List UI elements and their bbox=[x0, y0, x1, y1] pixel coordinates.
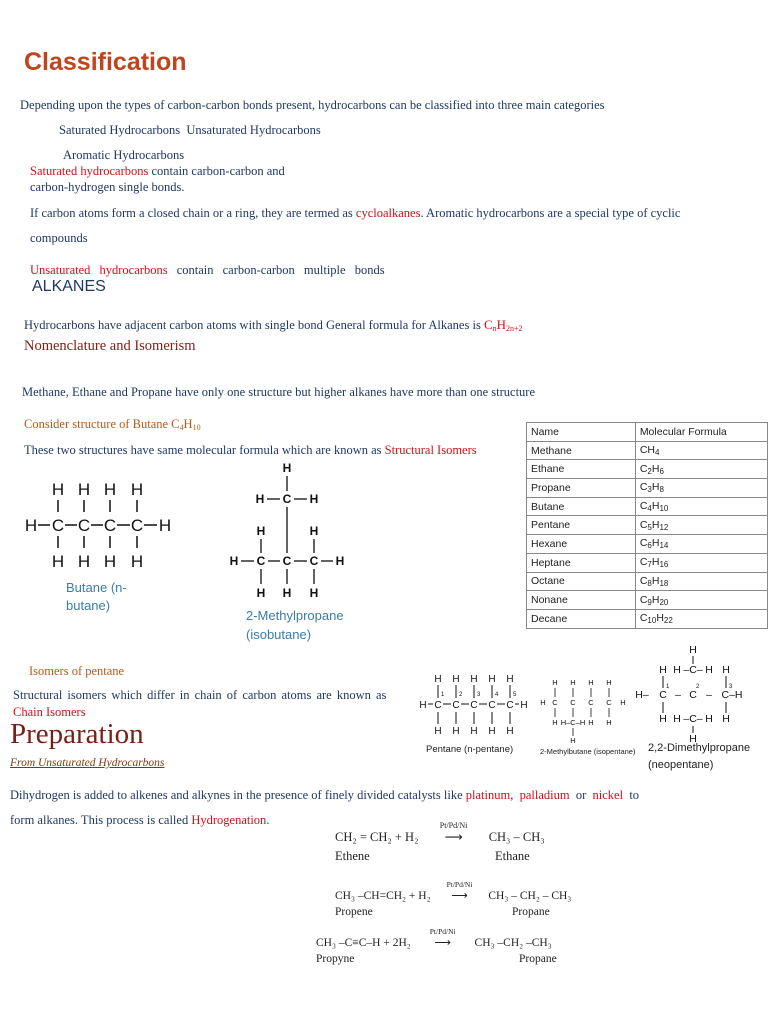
general-formula: $C_nH_{2n+2}$ bbox=[483, 317, 523, 333]
alkane-name: Ethane bbox=[527, 460, 636, 479]
table-row bbox=[527, 497, 768, 516]
cycloalkanes-line bbox=[30, 206, 680, 221]
reaction-arrow: Pt/Pd/Ni ⟶ bbox=[446, 880, 473, 902]
svg-text:2: 2 bbox=[459, 692, 463, 698]
svg-text:H: H bbox=[103, 480, 117, 499]
svg-text:5: 5 bbox=[513, 692, 517, 698]
saturated-term: Saturated hydrocarbons bbox=[30, 164, 149, 178]
svg-text:H: H bbox=[434, 726, 442, 737]
butane-consider-line: Consider structure of Butane $C_4H_{10}$ bbox=[24, 417, 201, 432]
svg-text:H: H bbox=[620, 698, 626, 707]
hydrogenation-line2: form alkanes. This process is called Hydrogenation. bbox=[10, 813, 270, 827]
table-row bbox=[527, 516, 768, 535]
svg-text:–C–: –C– bbox=[683, 713, 703, 725]
alkane-name: Butane bbox=[527, 497, 636, 516]
svg-text:C: C bbox=[282, 492, 292, 506]
svg-text:H: H bbox=[705, 664, 713, 676]
svg-text:C: C bbox=[256, 554, 266, 568]
svg-text:H: H bbox=[256, 586, 266, 600]
n-pentane-label: Pentane (n-pentane) bbox=[426, 744, 514, 755]
svg-text:C: C bbox=[470, 700, 478, 711]
propyne-label: Propyne bbox=[316, 953, 355, 965]
svg-text:H: H bbox=[309, 586, 319, 600]
structural-pre: These two structures have same molecular formula which are known as bbox=[24, 443, 385, 457]
svg-text:H: H bbox=[488, 726, 496, 737]
svg-text:C: C bbox=[452, 700, 460, 711]
section-title-classification: Classification bbox=[24, 48, 187, 76]
svg-text:H: H bbox=[130, 552, 144, 571]
svg-text:C: C bbox=[659, 689, 667, 701]
svg-text:H: H bbox=[77, 552, 91, 571]
svg-text:H: H bbox=[552, 718, 558, 727]
unsaturated-definition bbox=[30, 263, 385, 278]
table-row bbox=[527, 460, 768, 479]
saturated-rest: contain carbon-carbon and bbox=[148, 164, 285, 178]
svg-text:H: H bbox=[673, 713, 681, 725]
svg-text:1: 1 bbox=[666, 684, 670, 690]
category-aromatic: Aromatic Hydrocarbons bbox=[63, 148, 185, 162]
svg-text:H–C–H: H–C–H bbox=[560, 718, 586, 727]
cyclo-term: cycloalkanes bbox=[355, 206, 421, 220]
svg-text:H: H bbox=[335, 554, 345, 568]
alkane-name: Octane bbox=[527, 572, 636, 591]
category-saturated: Saturated Hydrocarbons bbox=[59, 123, 181, 137]
svg-text:H: H bbox=[51, 552, 65, 571]
svg-text:H: H bbox=[606, 718, 612, 727]
chain-isomers-line: Structural isomers which differ in chain of carbon atoms are known as bbox=[13, 688, 387, 702]
svg-text:H–: H– bbox=[635, 689, 649, 701]
svg-text:H: H bbox=[282, 461, 292, 475]
reaction-arrow: Pt/Pd/Ni ⟶ bbox=[429, 927, 456, 949]
table-header-name: Name bbox=[527, 423, 636, 442]
svg-text:H: H bbox=[158, 516, 172, 535]
n-pentane-structure bbox=[418, 672, 534, 744]
cyclo-post: . Aromatic hydrocarbons are a special type of cyclic bbox=[420, 206, 681, 220]
alkane-formula: $C_7H_{16}$ bbox=[635, 553, 767, 572]
cycloalkanes-line2: compounds bbox=[30, 231, 88, 245]
alkane-formula: $C_5H_{12}$ bbox=[635, 516, 767, 535]
svg-text:C: C bbox=[130, 516, 144, 535]
svg-text:H: H bbox=[51, 480, 65, 499]
hydrogenation-term: Hydrogenation bbox=[191, 813, 267, 827]
alkane-formula: $CH_4$ bbox=[635, 441, 767, 460]
ethane-label: Ethane bbox=[495, 849, 530, 863]
alkane-name: Hexane bbox=[527, 535, 636, 554]
svg-text:H: H bbox=[77, 480, 91, 499]
svg-text:H: H bbox=[419, 700, 427, 711]
structural-isomers-line bbox=[24, 443, 477, 458]
svg-text:–: – bbox=[706, 689, 712, 701]
svg-text:H: H bbox=[659, 713, 667, 725]
svg-text:C: C bbox=[51, 516, 65, 535]
isobutane-label: 2-Methylpropane (isobutane) bbox=[246, 608, 344, 642]
saturated-definition-line2: carbon-hydrogen single bonds. bbox=[30, 180, 185, 194]
svg-text:H: H bbox=[309, 492, 319, 506]
svg-text:C: C bbox=[488, 700, 496, 711]
table-row bbox=[527, 591, 768, 610]
butane-structure bbox=[20, 474, 180, 574]
svg-text:H: H bbox=[282, 586, 292, 600]
svg-text:H: H bbox=[722, 713, 730, 725]
svg-text:H: H bbox=[520, 700, 528, 711]
svg-text:H: H bbox=[659, 664, 667, 676]
alkane-name: Propane bbox=[527, 479, 636, 498]
svg-text:H: H bbox=[470, 726, 478, 737]
svg-text:C: C bbox=[570, 698, 576, 707]
unsaturated-term: Unsaturated hydrocarbons bbox=[30, 263, 168, 277]
general-formula-text: Hydrocarbons have adjacent carbon atoms with single bond General formula for Alkanes is bbox=[24, 318, 484, 332]
svg-text:H: H bbox=[229, 554, 239, 568]
svg-text:H: H bbox=[255, 492, 265, 506]
saturated-definition bbox=[30, 164, 285, 179]
equation-propyne: CH₃ –C≡C–H + 2H₂ Pt/Pd/Ni ⟶ CH₃ –CH₂ –CH₃ bbox=[316, 927, 552, 949]
svg-text:H: H bbox=[434, 674, 442, 685]
svg-text:H: H bbox=[722, 664, 730, 676]
propane-label-1: Propane bbox=[512, 906, 550, 918]
svg-text:H: H bbox=[506, 726, 514, 737]
alkane-name: Pentane bbox=[527, 516, 636, 535]
svg-text:H: H bbox=[470, 674, 478, 685]
equation-propene: CH₃ –CH=CH₂ + H₂ Pt/Pd/Ni ⟶ CH₃ – CH₂ – CH₃ bbox=[335, 880, 572, 902]
table-header-formula: Molecular Formula bbox=[635, 423, 767, 442]
svg-text:3: 3 bbox=[729, 684, 733, 690]
propene-label: Propene bbox=[335, 906, 373, 918]
svg-text:C: C bbox=[689, 689, 697, 701]
reaction-arrow: Pt/Pd/Ni ⟶ bbox=[439, 821, 468, 844]
ethene-label: Ethene bbox=[335, 849, 370, 863]
alkane-name: Nonane bbox=[527, 591, 636, 610]
table-row bbox=[527, 479, 768, 498]
alkane-name: Decane bbox=[527, 609, 636, 628]
svg-text:C: C bbox=[606, 698, 612, 707]
svg-text:H: H bbox=[506, 674, 514, 685]
hydrogenation-line1: Dihydrogen is added to alkenes and alkynes in the presence of finely divided catalysts like platinum, palladium or nickel to bbox=[10, 788, 640, 802]
svg-text:H: H bbox=[103, 552, 117, 571]
svg-text:C: C bbox=[506, 700, 514, 711]
table-row bbox=[527, 535, 768, 554]
table-header-row bbox=[527, 423, 768, 442]
svg-text:H: H bbox=[588, 678, 594, 687]
svg-text:1: 1 bbox=[441, 692, 445, 698]
alkane-formula: $C_6H_{14}$ bbox=[635, 535, 767, 554]
svg-text:H: H bbox=[488, 674, 496, 685]
alkane-formula: $C_4H_{10}$ bbox=[635, 497, 767, 516]
section-title-alkanes: ALKANES bbox=[32, 278, 106, 295]
molecular-formula-table bbox=[526, 422, 768, 629]
unsaturated-rest: contain carbon-carbon multiple bonds bbox=[176, 263, 385, 277]
isobutane-structure bbox=[228, 460, 348, 605]
table-row bbox=[527, 572, 768, 591]
platinum-term: platinum bbox=[465, 788, 511, 802]
category-unsaturated: Unsaturated Hydrocarbons bbox=[186, 123, 321, 137]
svg-text:C: C bbox=[282, 554, 292, 568]
alkane-formula: $C_3H_8$ bbox=[635, 479, 767, 498]
preparation-subtitle: From Unsaturated Hydrocarbons bbox=[10, 757, 165, 769]
alkane-name: Methane bbox=[527, 441, 636, 460]
equation-ethene: CH₂ = CH₂ + H₂ Pt/Pd/Ni ⟶ CH₃ – CH₃ bbox=[335, 821, 545, 844]
nickel-term: nickel bbox=[592, 788, 624, 802]
alkane-formula: $C_8H_{18}$ bbox=[635, 572, 767, 591]
svg-text:H: H bbox=[540, 698, 546, 707]
neopentane-structure bbox=[634, 643, 756, 745]
svg-text:2: 2 bbox=[696, 684, 700, 690]
isopentane-label: 2-Methylbutane (isopentane) bbox=[540, 747, 636, 756]
alkanes-general-formula bbox=[24, 317, 523, 333]
palladium-term: palladium bbox=[519, 788, 570, 802]
alkane-formula: $C_2H_6$ bbox=[635, 460, 767, 479]
structural-term: Structural Isomers bbox=[384, 443, 477, 457]
table-row bbox=[527, 609, 768, 628]
svg-text:C: C bbox=[103, 516, 117, 535]
svg-text:H: H bbox=[552, 678, 558, 687]
classification-intro: Depending upon the types of carbon-carbon bonds present, hydrocarbons can be classified into three main categories bbox=[20, 98, 605, 112]
svg-text:C: C bbox=[552, 698, 558, 707]
alkane-formula: $C_9H_{20}$ bbox=[635, 591, 767, 610]
svg-text:3: 3 bbox=[477, 692, 481, 698]
pentane-isomers-heading: Isomers of pentane bbox=[29, 664, 125, 678]
svg-text:H: H bbox=[309, 524, 319, 538]
alkane-formula: $C_{10}H_{22}$ bbox=[635, 609, 767, 628]
svg-text:C–H: C–H bbox=[721, 689, 743, 701]
isopentane-structure bbox=[538, 676, 632, 746]
svg-text:H: H bbox=[130, 480, 144, 499]
svg-text:H: H bbox=[606, 678, 612, 687]
svg-text:C: C bbox=[309, 554, 319, 568]
svg-text:–C–: –C– bbox=[683, 664, 703, 676]
table-row bbox=[527, 441, 768, 460]
svg-text:4: 4 bbox=[495, 692, 499, 698]
svg-text:H: H bbox=[689, 644, 697, 656]
svg-text:H: H bbox=[588, 718, 594, 727]
svg-text:H: H bbox=[673, 664, 681, 676]
svg-text:C: C bbox=[77, 516, 91, 535]
svg-text:H: H bbox=[256, 524, 266, 538]
svg-text:C: C bbox=[588, 698, 594, 707]
svg-text:H: H bbox=[570, 678, 576, 687]
svg-text:H: H bbox=[705, 713, 713, 725]
chain-isomers-term: Chain Isomers bbox=[13, 705, 86, 719]
alkane-name: Heptane bbox=[527, 553, 636, 572]
svg-text:–: – bbox=[675, 689, 681, 701]
section-title-preparation: Preparation bbox=[10, 718, 144, 750]
butane-label: Butane (n- butane) bbox=[66, 580, 127, 613]
svg-text:C: C bbox=[434, 700, 442, 711]
svg-text:H: H bbox=[452, 674, 460, 685]
svg-text:H: H bbox=[24, 516, 38, 535]
propane-label-2: Propane bbox=[519, 953, 557, 965]
category-list bbox=[59, 123, 321, 138]
svg-text:H: H bbox=[570, 736, 576, 745]
nomenclature-heading: Nomenclature and Isomerism bbox=[24, 338, 196, 354]
svg-text:H: H bbox=[452, 726, 460, 737]
methane-ethane-propane-line: Methane, Ethane and Propane have only one structure but higher alkanes have more than one structure bbox=[22, 385, 536, 399]
neopentane-label: 2,2-Dimethylpropane (neopentane) bbox=[648, 742, 751, 771]
cyclo-pre: If carbon atoms form a closed chain or a ring, they are termed as bbox=[30, 206, 356, 220]
table-row bbox=[527, 553, 768, 572]
svg-text:H: H bbox=[689, 733, 697, 745]
